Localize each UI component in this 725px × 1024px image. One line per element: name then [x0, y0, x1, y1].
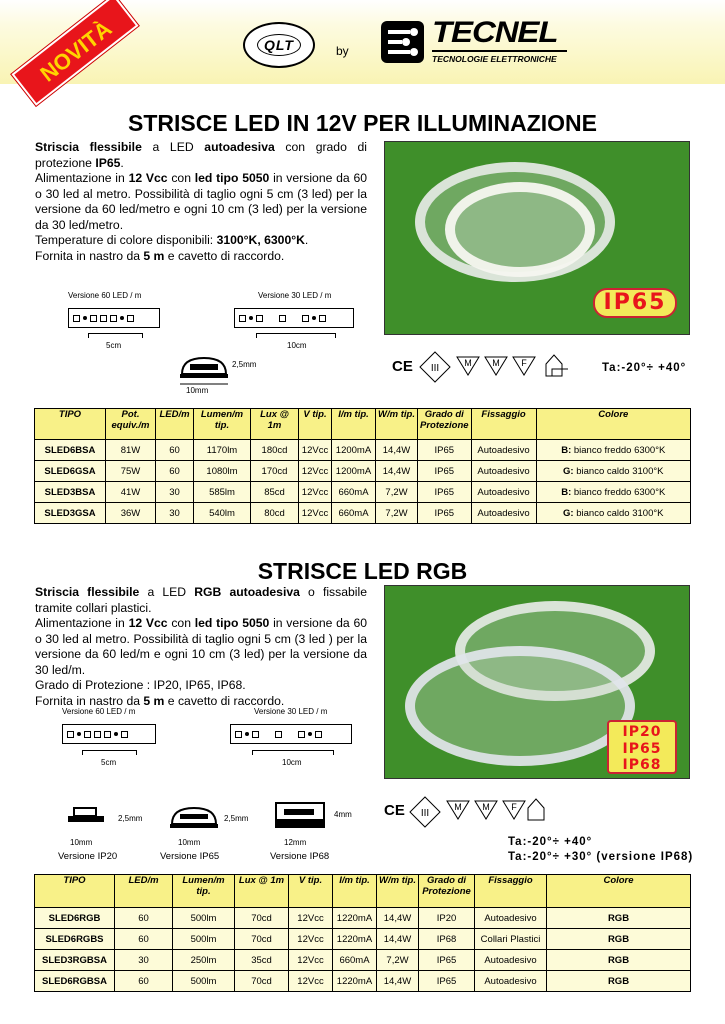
table-cell: 7,2W	[376, 503, 418, 524]
col-header: LED/m	[156, 409, 194, 440]
tecnel-underline	[432, 50, 567, 52]
section2-title: STRISCE LED RGB	[257, 558, 468, 584]
section2-description	[35, 585, 367, 709]
product-code: SLED6RGBS	[35, 929, 115, 950]
temperature-range-ip68: Ta:-20°÷ +30° (versione IP68)	[508, 851, 694, 863]
col-header: Grado di Protezione	[419, 875, 475, 908]
qlt-logo: QLT	[243, 22, 315, 68]
table-cell: 500lm	[173, 908, 235, 929]
reel-shape	[405, 646, 635, 766]
table-cell: 660mA	[332, 503, 376, 524]
col-header: Grado di Protezione	[418, 409, 472, 440]
desc-text: Grado di Protezione : IP20, IP65, IP68.	[35, 678, 246, 692]
color-desc: bianco caldo 3100°K	[573, 507, 664, 519]
col-header: TIPO	[35, 875, 115, 908]
class-iii-icon	[418, 350, 452, 384]
desc-text: con grado di protezione	[35, 140, 367, 170]
table-cell: 75W	[106, 461, 156, 482]
table-cell: 1200mA	[332, 440, 376, 461]
table-cell: 14,4W	[377, 908, 419, 929]
section1-table	[34, 408, 691, 524]
table-cell: 70cd	[235, 971, 289, 992]
version60-label: Versione 60 LED / m	[68, 291, 142, 300]
desc-text: Fornita in nastro da	[35, 693, 144, 708]
table-cell: 12Vcc	[289, 908, 333, 929]
table-cell: IP65	[419, 950, 475, 971]
table-row	[35, 461, 691, 482]
desc-text: Alimentazione in	[35, 616, 129, 630]
col-header: W/m tip.	[376, 409, 418, 440]
desc-text: con	[167, 171, 195, 185]
table-cell: 80cd	[251, 503, 299, 524]
mm-mark-icon	[474, 800, 498, 820]
desc-strong: 12 Vcc	[128, 616, 168, 630]
led-strip-photo	[384, 141, 690, 335]
table-cell: Autoadesivo	[471, 461, 536, 482]
svg-text:M: M	[482, 802, 490, 812]
dim-10cm-label: 10cm	[287, 341, 307, 350]
desc-text: a LED	[139, 585, 195, 599]
color-desc: bianco freddo 6300°K	[571, 486, 666, 498]
table-cell: 70cd	[235, 929, 289, 950]
product-code: SLED3RGBSA	[35, 950, 115, 971]
desc-text: a LED	[141, 140, 205, 154]
table-cell: Autoadesivo	[471, 482, 536, 503]
table-cell: 60	[115, 908, 173, 929]
dim-5cm	[88, 333, 143, 338]
table-cell: 12Vcc	[299, 440, 332, 461]
version30-label: Versione 30 LED / m	[254, 707, 328, 716]
table-cell: 540lm	[194, 503, 251, 524]
ip20-width: 10mm	[70, 838, 93, 847]
table-cell: 585lm	[194, 482, 251, 503]
table-cell: IP65	[418, 482, 472, 503]
table-cell: Collari Plastici	[475, 929, 547, 950]
color-desc: bianco caldo 3100°K	[573, 465, 664, 477]
ip65-height: 2,5mm	[224, 814, 249, 823]
ip68-label: Versione IP68	[270, 851, 330, 862]
color-cell	[536, 503, 690, 524]
house-mark-icon	[526, 796, 552, 824]
dim-5cm-label: 5cm	[101, 758, 117, 767]
table-row	[35, 929, 691, 950]
table-cell: 41W	[106, 482, 156, 503]
desc-strong: 12 Vcc	[128, 171, 168, 185]
table-cell: 14,4W	[377, 971, 419, 992]
table-row	[35, 908, 691, 929]
ip65-width: 10mm	[178, 838, 201, 847]
f-mark-icon	[502, 800, 526, 820]
version30-label: Versione 30 LED / m	[258, 291, 332, 300]
strip30-diagram	[230, 724, 352, 744]
svg-text:M: M	[492, 358, 500, 368]
desc-strong: Striscia flessibile	[35, 140, 142, 154]
table-cell: 12Vcc	[299, 503, 332, 524]
col-header: Lumen/m tip.	[194, 409, 251, 440]
profile-ip65-icon	[168, 804, 222, 832]
tecnel-wordmark: TECNEL	[432, 16, 558, 49]
house-mark-icon	[544, 352, 570, 380]
profile-ip68-icon	[272, 800, 330, 832]
ip65-badge: IP65	[593, 288, 677, 318]
table-cell: 1220mA	[333, 929, 377, 950]
profile-ip65-icon	[178, 352, 234, 388]
table-cell: 30	[156, 482, 194, 503]
col-header: TIPO	[35, 409, 106, 440]
desc-text: Alimentazione in	[35, 171, 129, 185]
desc-strong: 5 m	[143, 248, 165, 263]
table-cell: 660mA	[333, 950, 377, 971]
table-cell: IP20	[419, 908, 475, 929]
table-cell: RGB	[547, 908, 691, 929]
product-code: SLED6BSA	[35, 440, 106, 461]
ip65-badge: IP65	[622, 740, 662, 757]
table-cell: 1170lm	[194, 440, 251, 461]
f-mark-icon	[512, 356, 536, 376]
table-cell: 60	[115, 929, 173, 950]
table-cell: 14,4W	[376, 461, 418, 482]
svg-text:III: III	[430, 363, 440, 374]
svg-text:M: M	[454, 802, 462, 812]
table-cell: 30	[115, 950, 173, 971]
table-cell: 60	[115, 971, 173, 992]
desc-text: e cavetto di raccordo.	[164, 693, 285, 708]
svg-text:M: M	[464, 358, 472, 368]
table-cell: 36W	[106, 503, 156, 524]
col-header: W/m tip.	[377, 875, 419, 908]
ip68-badge: IP68	[622, 757, 662, 773]
ip-badges-panel	[607, 720, 677, 774]
table-cell: 60	[156, 461, 194, 482]
by-label: by	[336, 44, 349, 58]
desc-strong: led tipo 5050	[194, 616, 270, 630]
ip65-label: Versione IP65	[160, 851, 220, 862]
table-row	[35, 482, 691, 503]
table-cell: 60	[156, 440, 194, 461]
product-code: SLED6RGB	[35, 908, 115, 929]
product-code: SLED6GSA	[35, 461, 106, 482]
table-cell: 12Vcc	[289, 950, 333, 971]
table-cell: 170cd	[251, 461, 299, 482]
desc-text: o fissabile tramite collari plastici.	[35, 585, 367, 615]
width-label: 10mm	[186, 386, 209, 395]
desc-strong: 5 m	[143, 693, 165, 708]
rgb-strip-photo	[384, 585, 690, 779]
ip20-height: 2,5mm	[118, 814, 143, 823]
desc-text: con	[167, 616, 195, 630]
desc-strong: led tipo 5050	[194, 171, 270, 185]
table-cell: 1200mA	[332, 461, 376, 482]
color-code: B:	[561, 486, 572, 498]
table-cell: IP65	[419, 971, 475, 992]
table-cell: 85cd	[251, 482, 299, 503]
col-header: I/m tip.	[333, 875, 377, 908]
table-cell: 12Vcc	[289, 971, 333, 992]
m-mark-icon	[456, 356, 480, 376]
desc-text: e cavetto di raccordo.	[164, 248, 285, 263]
color-cell	[536, 482, 690, 503]
novita-badge: NOVITÀ	[11, 0, 138, 106]
dim-10cm	[252, 750, 334, 755]
svg-text:F: F	[521, 358, 527, 368]
desc-strong: Striscia flessibile	[35, 585, 140, 599]
table-cell: 660mA	[332, 482, 376, 503]
tecnel-subtitle: TECNOLOGIE ELETTRONICHE	[432, 54, 557, 64]
desc-strong: RGB autoadesiva	[194, 585, 300, 599]
table-cell: 81W	[106, 440, 156, 461]
col-header: Fissaggio	[475, 875, 547, 908]
table-cell: 1220mA	[333, 971, 377, 992]
table-cell: Autoadesivo	[475, 908, 547, 929]
desc-text: .	[304, 233, 309, 247]
ip20-label: Versione IP20	[58, 851, 118, 862]
dim-10cm-label: 10cm	[282, 758, 302, 767]
desc-strong: autoadesiva	[204, 140, 275, 154]
col-header: Lumen/m tip.	[173, 875, 235, 908]
temperature-range: Ta:-20°÷ +40°	[508, 836, 593, 848]
color-code: G:	[563, 465, 574, 477]
height-label: 2,5mm	[232, 360, 257, 369]
col-header: V tip.	[299, 409, 332, 440]
table-row	[35, 971, 691, 992]
svg-text:III: III	[420, 808, 430, 819]
ce-mark-icon: CE	[392, 358, 413, 375]
table-cell: Autoadesivo	[471, 440, 536, 461]
desc-text: .	[120, 155, 124, 170]
desc-strong: IP65	[95, 155, 121, 170]
desc-text: in versione da 60 o 30 led al metro. Possibilità di taglio ogni 5 cm (3 led ) per la versione da 60 led/m e ogni 10 cm (3 led) per la versione da 30 led/m.	[35, 616, 367, 677]
color-desc: bianco freddo 6300°K	[571, 444, 666, 456]
col-header: Colore	[536, 409, 690, 440]
col-header: Fissaggio	[471, 409, 536, 440]
ip68-width: 12mm	[284, 838, 307, 847]
desc-strong: 3100°K, 6300°K	[216, 233, 305, 247]
col-header: V tip.	[289, 875, 333, 908]
table-cell: 12Vcc	[289, 929, 333, 950]
col-header: LED/m	[115, 875, 173, 908]
temperature-range: Ta:-20°÷ +40°	[602, 362, 687, 374]
col-header: I/m tip.	[332, 409, 376, 440]
ce-mark-icon: CE	[384, 802, 405, 819]
col-header: Colore	[547, 875, 691, 908]
table-cell: 70cd	[235, 908, 289, 929]
table-cell: 12Vcc	[299, 482, 332, 503]
color-cell	[536, 440, 690, 461]
profile-ip20-icon	[64, 806, 114, 830]
dim-5cm-label: 5cm	[106, 341, 122, 350]
table-row	[35, 503, 691, 524]
desc-text: Fornita in nastro da	[35, 248, 144, 263]
section2-table	[34, 874, 691, 992]
table-cell: 180cd	[251, 440, 299, 461]
table-cell: RGB	[547, 929, 691, 950]
table-cell: IP65	[418, 461, 472, 482]
col-header: Pot. equiv./m	[106, 409, 156, 440]
section1-description	[35, 140, 367, 264]
table-cell: IP68	[419, 929, 475, 950]
col-header: Lux @ 1m	[251, 409, 299, 440]
strip60-diagram	[62, 724, 156, 744]
ip68-height: 4mm	[334, 810, 352, 819]
table-cell: 14,4W	[376, 440, 418, 461]
table-cell: Autoadesivo	[471, 503, 536, 524]
strip60-diagram	[68, 308, 160, 328]
class-iii-icon	[408, 795, 442, 829]
table-cell: 12Vcc	[299, 461, 332, 482]
table-cell: 250lm	[173, 950, 235, 971]
section1-title: STRISCE LED IN 12V PER ILLUMINAZIONE	[128, 110, 597, 136]
color-cell	[536, 461, 690, 482]
version60-label: Versione 60 LED / m	[62, 707, 136, 716]
table-cell: Autoadesivo	[475, 971, 547, 992]
reel-shape	[445, 182, 595, 277]
table-cell: 7,2W	[377, 950, 419, 971]
product-code: SLED6RGBSA	[35, 971, 115, 992]
table-cell: Autoadesivo	[475, 950, 547, 971]
desc-text: Temperature di colore disponibili:	[35, 233, 217, 247]
dim-5cm	[82, 750, 137, 755]
m-mark-icon	[446, 800, 470, 820]
table-cell: 14,4W	[377, 929, 419, 950]
table-cell: 1220mA	[333, 908, 377, 929]
table-cell: 7,2W	[376, 482, 418, 503]
col-header: Lux @ 1m	[235, 875, 289, 908]
desc-text: in versione da 60 o 30 led al metro. Possibilità di taglio ogni 5 cm (3 led) per la versione da 60 led/metro e ogni 10 cm (3 led) per la versione da 30 led/metro.	[35, 171, 367, 232]
table-cell: 35cd	[235, 950, 289, 971]
color-code: G:	[563, 507, 574, 519]
table-cell: 500lm	[173, 929, 235, 950]
table-row	[35, 950, 691, 971]
tecnel-logo-icon	[380, 20, 425, 64]
product-code: SLED3GSA	[35, 503, 106, 524]
table-cell: RGB	[547, 971, 691, 992]
table-cell: IP65	[418, 440, 472, 461]
table-row	[35, 440, 691, 461]
table-cell: 500lm	[173, 971, 235, 992]
svg-text:F: F	[511, 802, 517, 812]
ip20-badge: IP20	[622, 724, 662, 740]
product-code: SLED3BSA	[35, 482, 106, 503]
strip30-diagram	[234, 308, 354, 328]
table-cell: 1080lm	[194, 461, 251, 482]
table-cell: 30	[156, 503, 194, 524]
dim-10cm	[256, 333, 336, 338]
mm-mark-icon	[484, 356, 508, 376]
table-cell: IP65	[418, 503, 472, 524]
color-code: B:	[561, 444, 572, 456]
table-cell: RGB	[547, 950, 691, 971]
